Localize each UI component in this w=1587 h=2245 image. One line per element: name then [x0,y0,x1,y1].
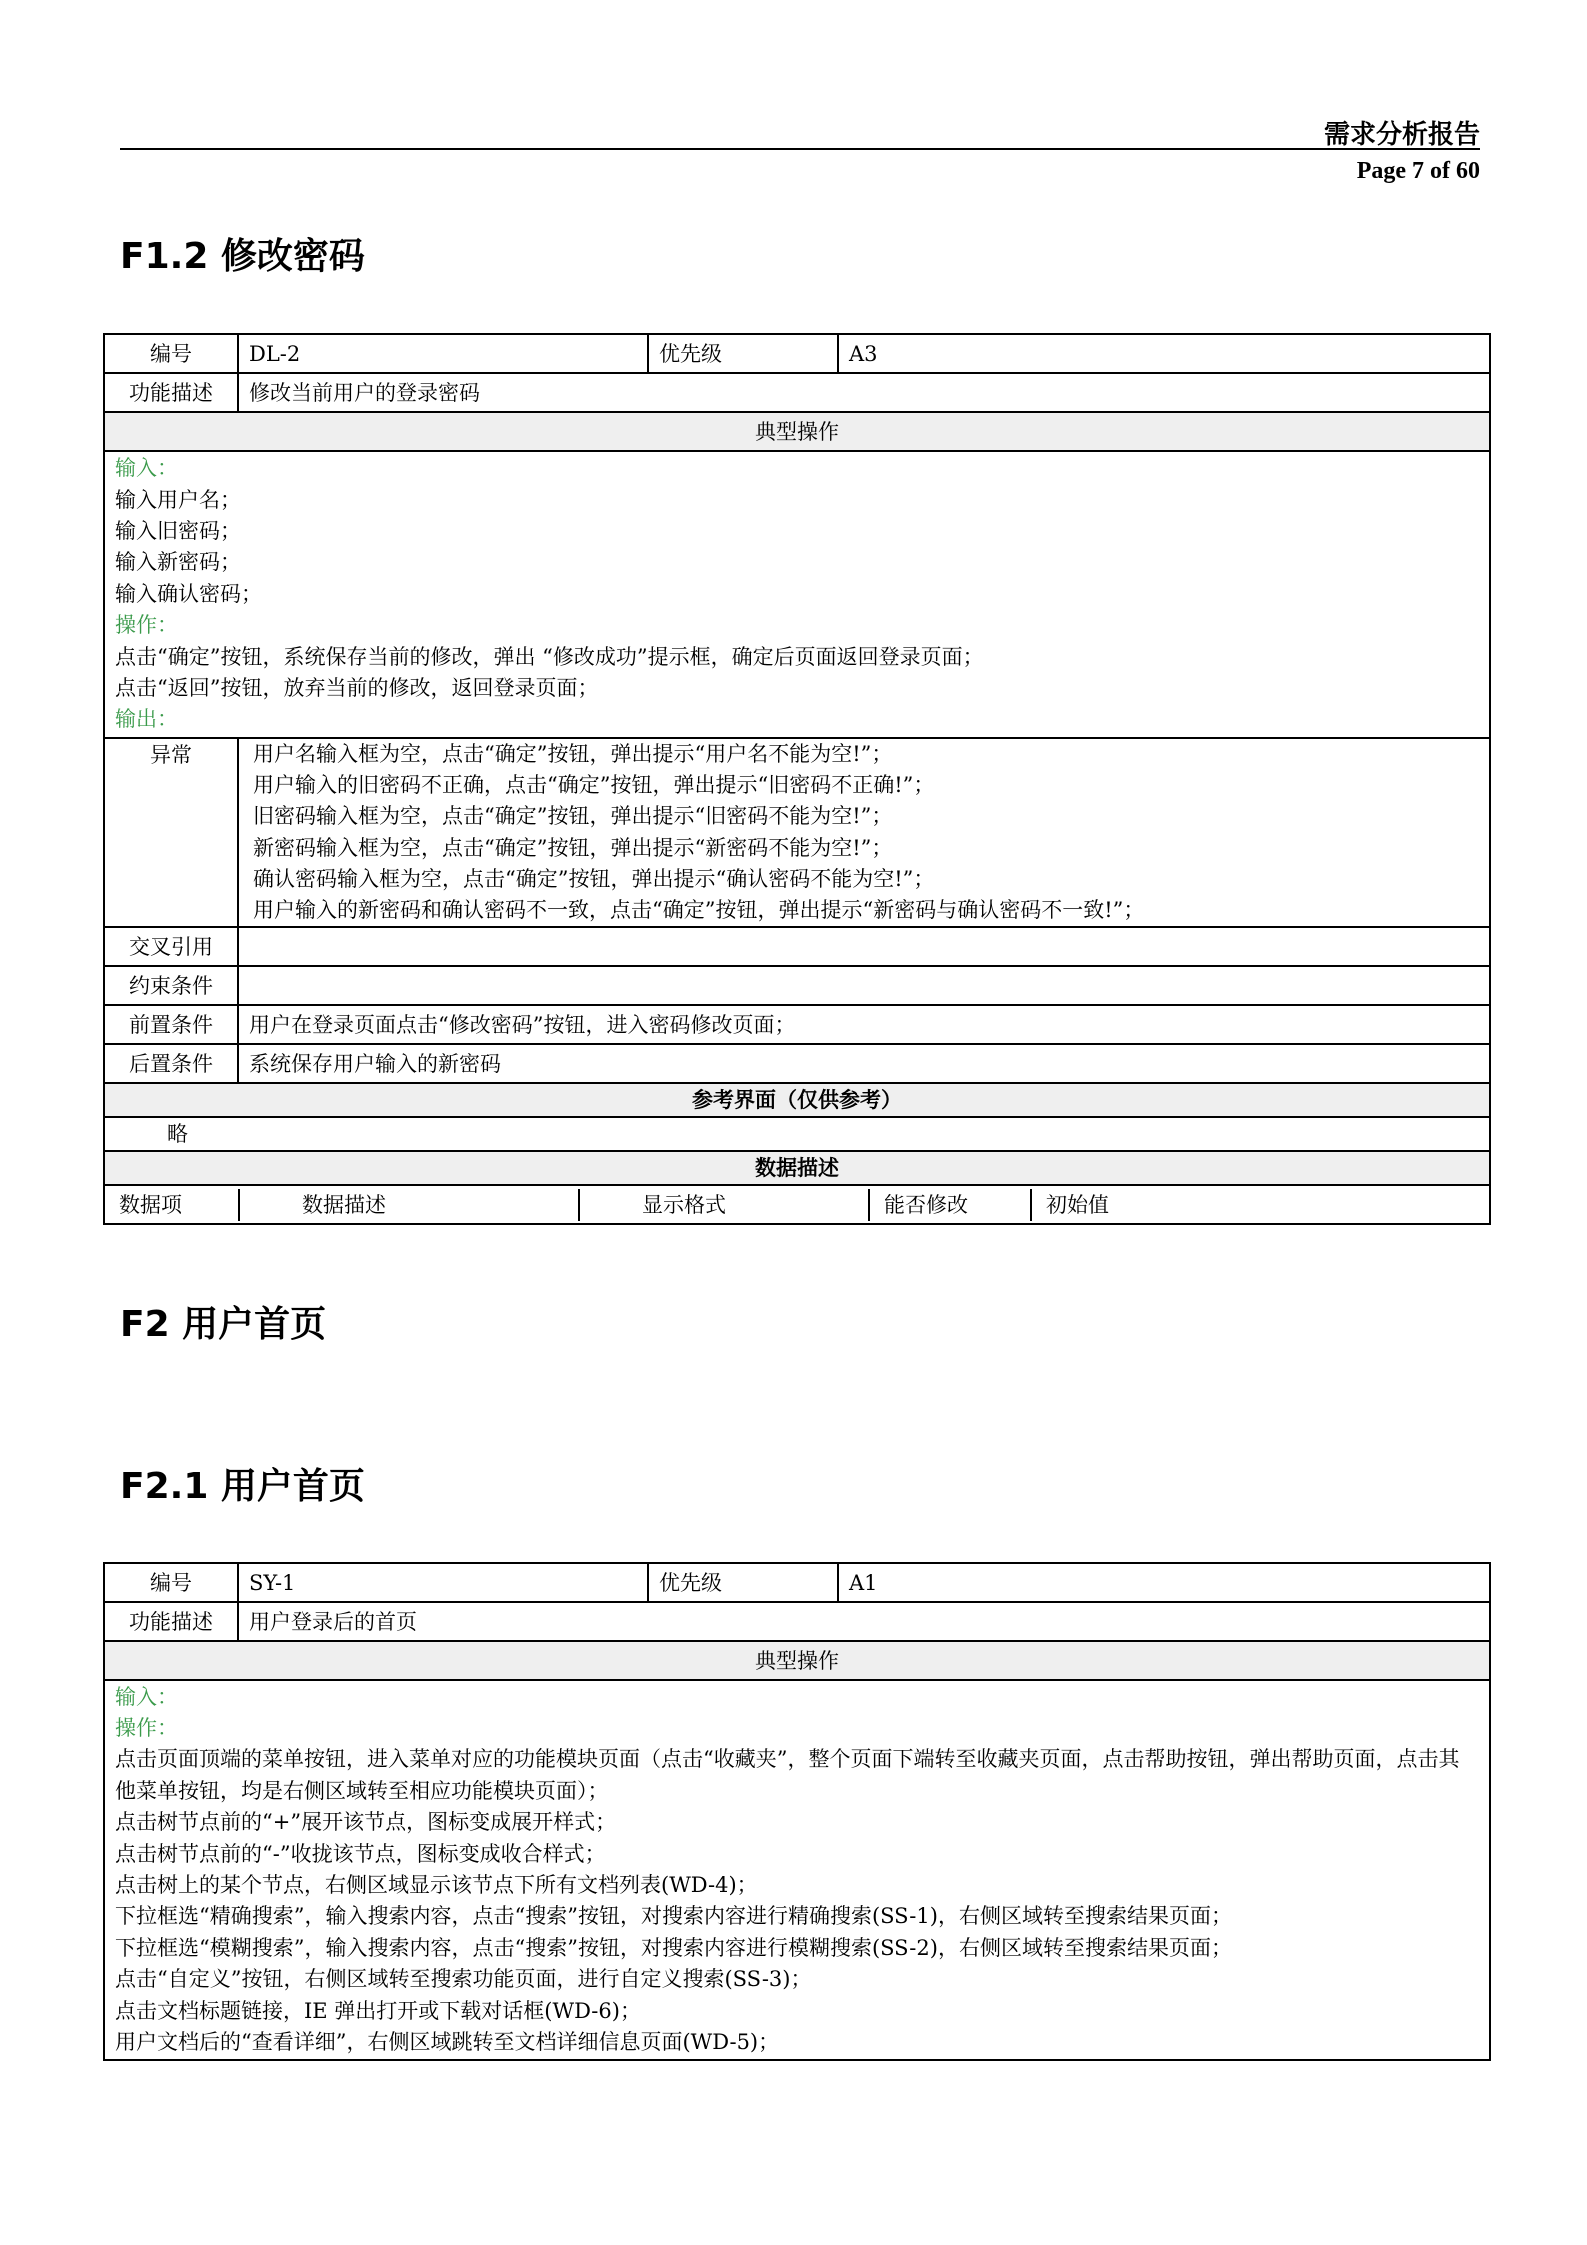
ops-line: 输入： [115,1684,178,1709]
data-col-header: 数据描述 [239,1189,579,1221]
constraint-value [238,966,1490,1005]
ops-line: 点击文档标题链接，IE 弹出打开或下载对话框(WD-6)； [115,1998,641,2023]
data-description-header: 数据描述 [104,1151,1490,1185]
typical-ops-header: 典型操作 [104,1641,1490,1680]
postcondition-value: 系统保存用户输入的新密码 [238,1044,1490,1083]
data-col-header: 能否修改 [869,1189,1031,1221]
data-col-header: 显示格式 [579,1189,869,1221]
ops-line: 用户文档后的“查看详细”，右侧区域跳转至文档详细信息页面(WD-5)； [115,2030,780,2055]
priority-label: 优先级 [648,334,838,373]
section-heading-f2: F2 用户首页 [120,1304,327,1345]
function-label: 功能描述 [104,1602,238,1641]
section-heading-f2-1: F2.1 用户首页 [120,1466,365,1507]
ops-line: 点击页面顶端的菜单按钮，进入菜单对应的功能模块页面（点击“收藏夹”，整个页面下端转至收藏夹页面，点击帮助按钮，弹出帮助页面，点击其他菜单按钮，均是右侧区域转至相应功能模块页面）； [115,1747,1460,1803]
ops-line: 点击“返回”按钮，放弃当前的修改，返回登录页面； [115,676,599,701]
requirement-table-dl-2 [103,333,1491,1225]
reference-ui-header: 参考界面（仅供参考） [104,1083,1490,1117]
priority-value: A3 [838,334,1490,373]
ops-line: 点击树上的某个节点，右侧区域显示该节点下所有文档列表(WD-4)； [115,1873,758,1897]
id-label: 编号 [104,1563,238,1602]
data-columns-row [104,1185,1490,1224]
id-label: 编号 [104,334,238,373]
exception-line: 新密码输入框为空，点击“确定”按钮，弹出提示“新密码不能为空!”； [253,835,893,860]
ops-line: 输入确认密码； [115,581,262,606]
requirement-table-sy-1 [103,1562,1491,2061]
reference-ui-value: 略 [104,1117,1490,1151]
function-label: 功能描述 [104,373,238,412]
page-number: Page 7 of 60 [1356,158,1480,184]
exception-content [238,738,1490,927]
exception-line: 用户名输入框为空，点击“确定”按钮，弹出提示“用户名不能为空!”； [253,742,893,766]
postcondition-label: 后置条件 [104,1044,238,1083]
function-value: 用户登录后的首页 [238,1602,1490,1641]
typical-ops-content [104,1680,1490,2060]
ops-line: 输入用户名； [115,487,241,512]
exception-line: 用户输入的旧密码不正确，点击“确定”按钮，弹出提示“旧密码不正确!”； [253,773,935,798]
crossref-label: 交叉引用 [104,927,238,966]
ops-line: 点击“自定义”按钮，右侧区域转至搜索功能页面，进行自定义搜索(SS-3)； [115,1967,812,1992]
ops-line: 点击树节点前的“+”展开该节点，图标变成展开样式； [115,1810,617,1835]
crossref-value [238,927,1490,966]
ops-line: 点击“确定”按钮，系统保存当前的修改，弹出 “修改成功”提示框，确定后页面返回登录页面； [115,644,984,669]
ops-line: 输入新密码； [115,550,241,575]
priority-value: A1 [838,1563,1490,1602]
ops-line: 下拉框选“精确搜索”，输入搜索内容，点击“搜索”按钮，对搜索内容进行精确搜索(SS-1)，右侧区域转至搜索结果页面； [115,1904,1232,1929]
id-value: DL-2 [238,334,648,373]
data-col-header: 初始值 [1046,1192,1109,1217]
exception-line: 旧密码输入框为空，点击“确定”按钮，弹出提示“旧密码不能为空!”； [253,804,893,829]
ops-line: 点击树节点前的“-”收拢该节点，图标变成收合样式； [115,1841,606,1866]
exception-line: 确认密码输入框为空，点击“确定”按钮，弹出提示“确认密码不能为空!”； [253,866,935,891]
ops-line: 操作： [115,1715,178,1740]
id-value: SY-1 [238,1563,648,1602]
constraint-label: 约束条件 [104,966,238,1005]
precondition-value: 用户在登录页面点击“修改密码”按钮，进入密码修改页面； [238,1005,1490,1044]
ops-line: 操作： [115,613,178,638]
section-heading-f1-2: F1.2 修改密码 [120,236,365,277]
doc-title: 需求分析报告 [1323,120,1480,150]
function-value: 修改当前用户的登录密码 [238,373,1490,412]
exception-label: 异常 [104,738,238,927]
priority-label: 优先级 [648,1563,838,1602]
typical-ops-header: 典型操作 [104,412,1490,451]
ops-line: 输出： [115,707,178,732]
precondition-label: 前置条件 [104,1005,238,1044]
data-col-header: 数据项 [105,1189,239,1221]
ops-line: 输入： [115,456,178,481]
page-header [120,112,1480,150]
exception-line: 用户输入的新密码和确认密码不一致，点击“确定”按钮，弹出提示“新密码与确认密码不一致!”； [253,898,1145,923]
ops-line: 下拉框选“模糊搜索”，输入搜索内容，点击“搜索”按钮，对搜索内容进行模糊搜索(SS-2)，右侧区域转至搜索结果页面； [115,1935,1232,1960]
typical-ops-content [104,451,1490,738]
ops-line: 输入旧密码； [115,518,241,543]
